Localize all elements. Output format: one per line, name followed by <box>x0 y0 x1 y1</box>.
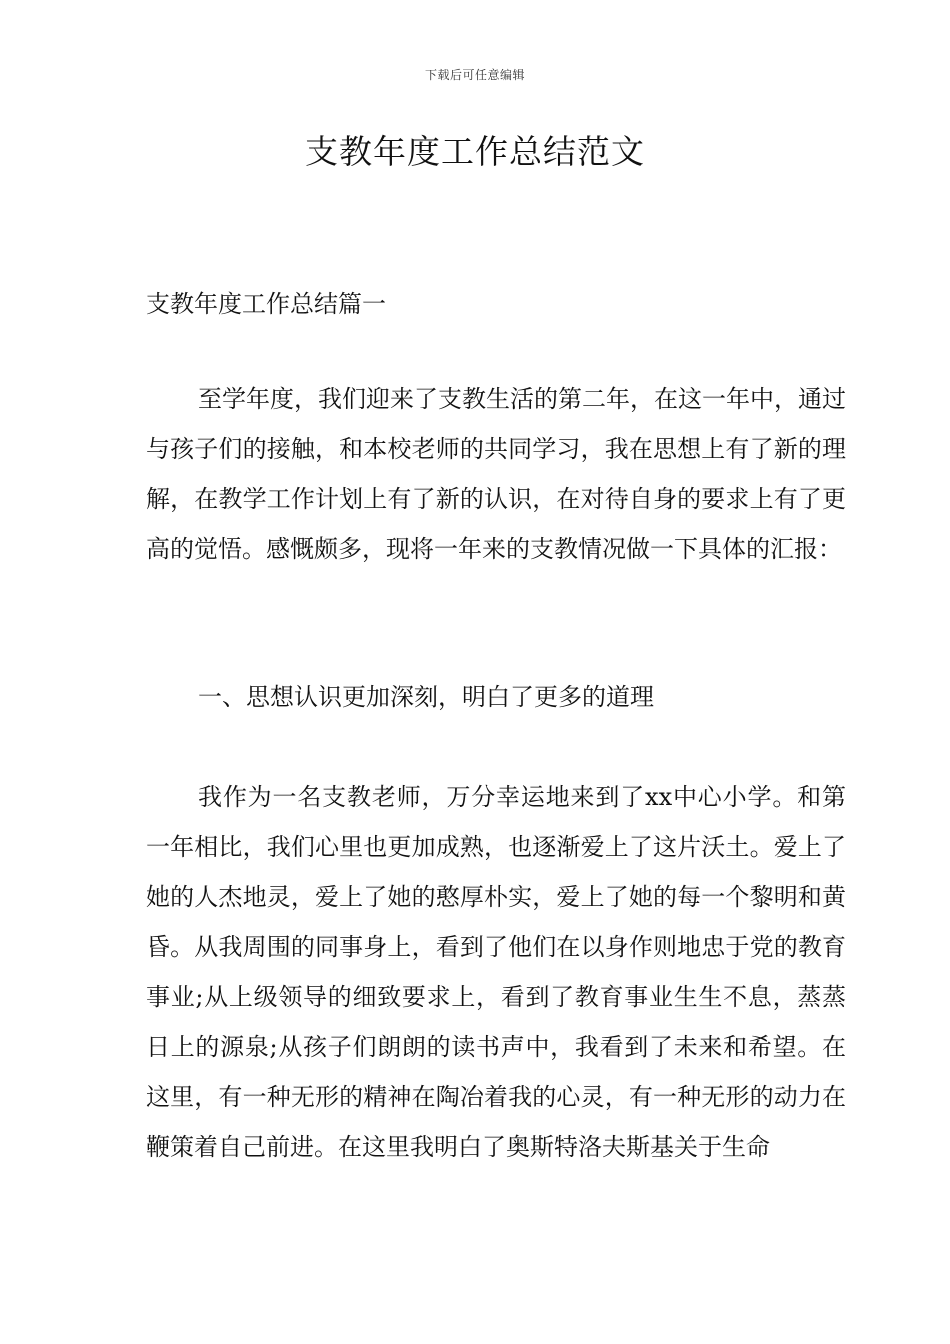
document-title: 支教年度工作总结范文 <box>305 132 645 171</box>
body-paragraph: 我作为一名支教老师，万分幸运地来到了xx中心小学。和第一年相比，我们心里也更加成熟，也逐渐爱上了这片沃土。爱上了她的人杰地灵，爱上了她的憨厚朴实，爱上了她的每一个黎明和黄昏。从我周围的同事身上，看到了他们在以身作则地忠于党的教育事业;从上级领导的细致要求上，看到了教育事业生生不息，蒸蒸日上的源泉;从孩子们朗朗的读书声中，我看到了未来和希望。在这里，有一种无形的精神在陶冶着我的心灵，有一种无形的动力在鞭策着自己前进。在这里我明白了奥斯特洛夫斯基关于生命 <box>146 783 846 1161</box>
header-note: 下载后可任意编辑 <box>424 68 525 82</box>
subsection-heading: 一、思想认识更加深刻，明白了更多的道理 <box>198 683 654 711</box>
section-title: 支教年度工作总结篇一 <box>146 290 386 318</box>
intro-paragraph: 至学年度，我们迎来了支教生活的第二年，在这一年中，通过与孩子们的接触，和本校老师的共同学习，我在思想上有了新的理解，在教学工作计划上有了新的认识，在对待自身的要求上有了更高的觉悟。感慨颇多，现将一年来的支教情况做一下具体的汇报： <box>146 385 846 563</box>
